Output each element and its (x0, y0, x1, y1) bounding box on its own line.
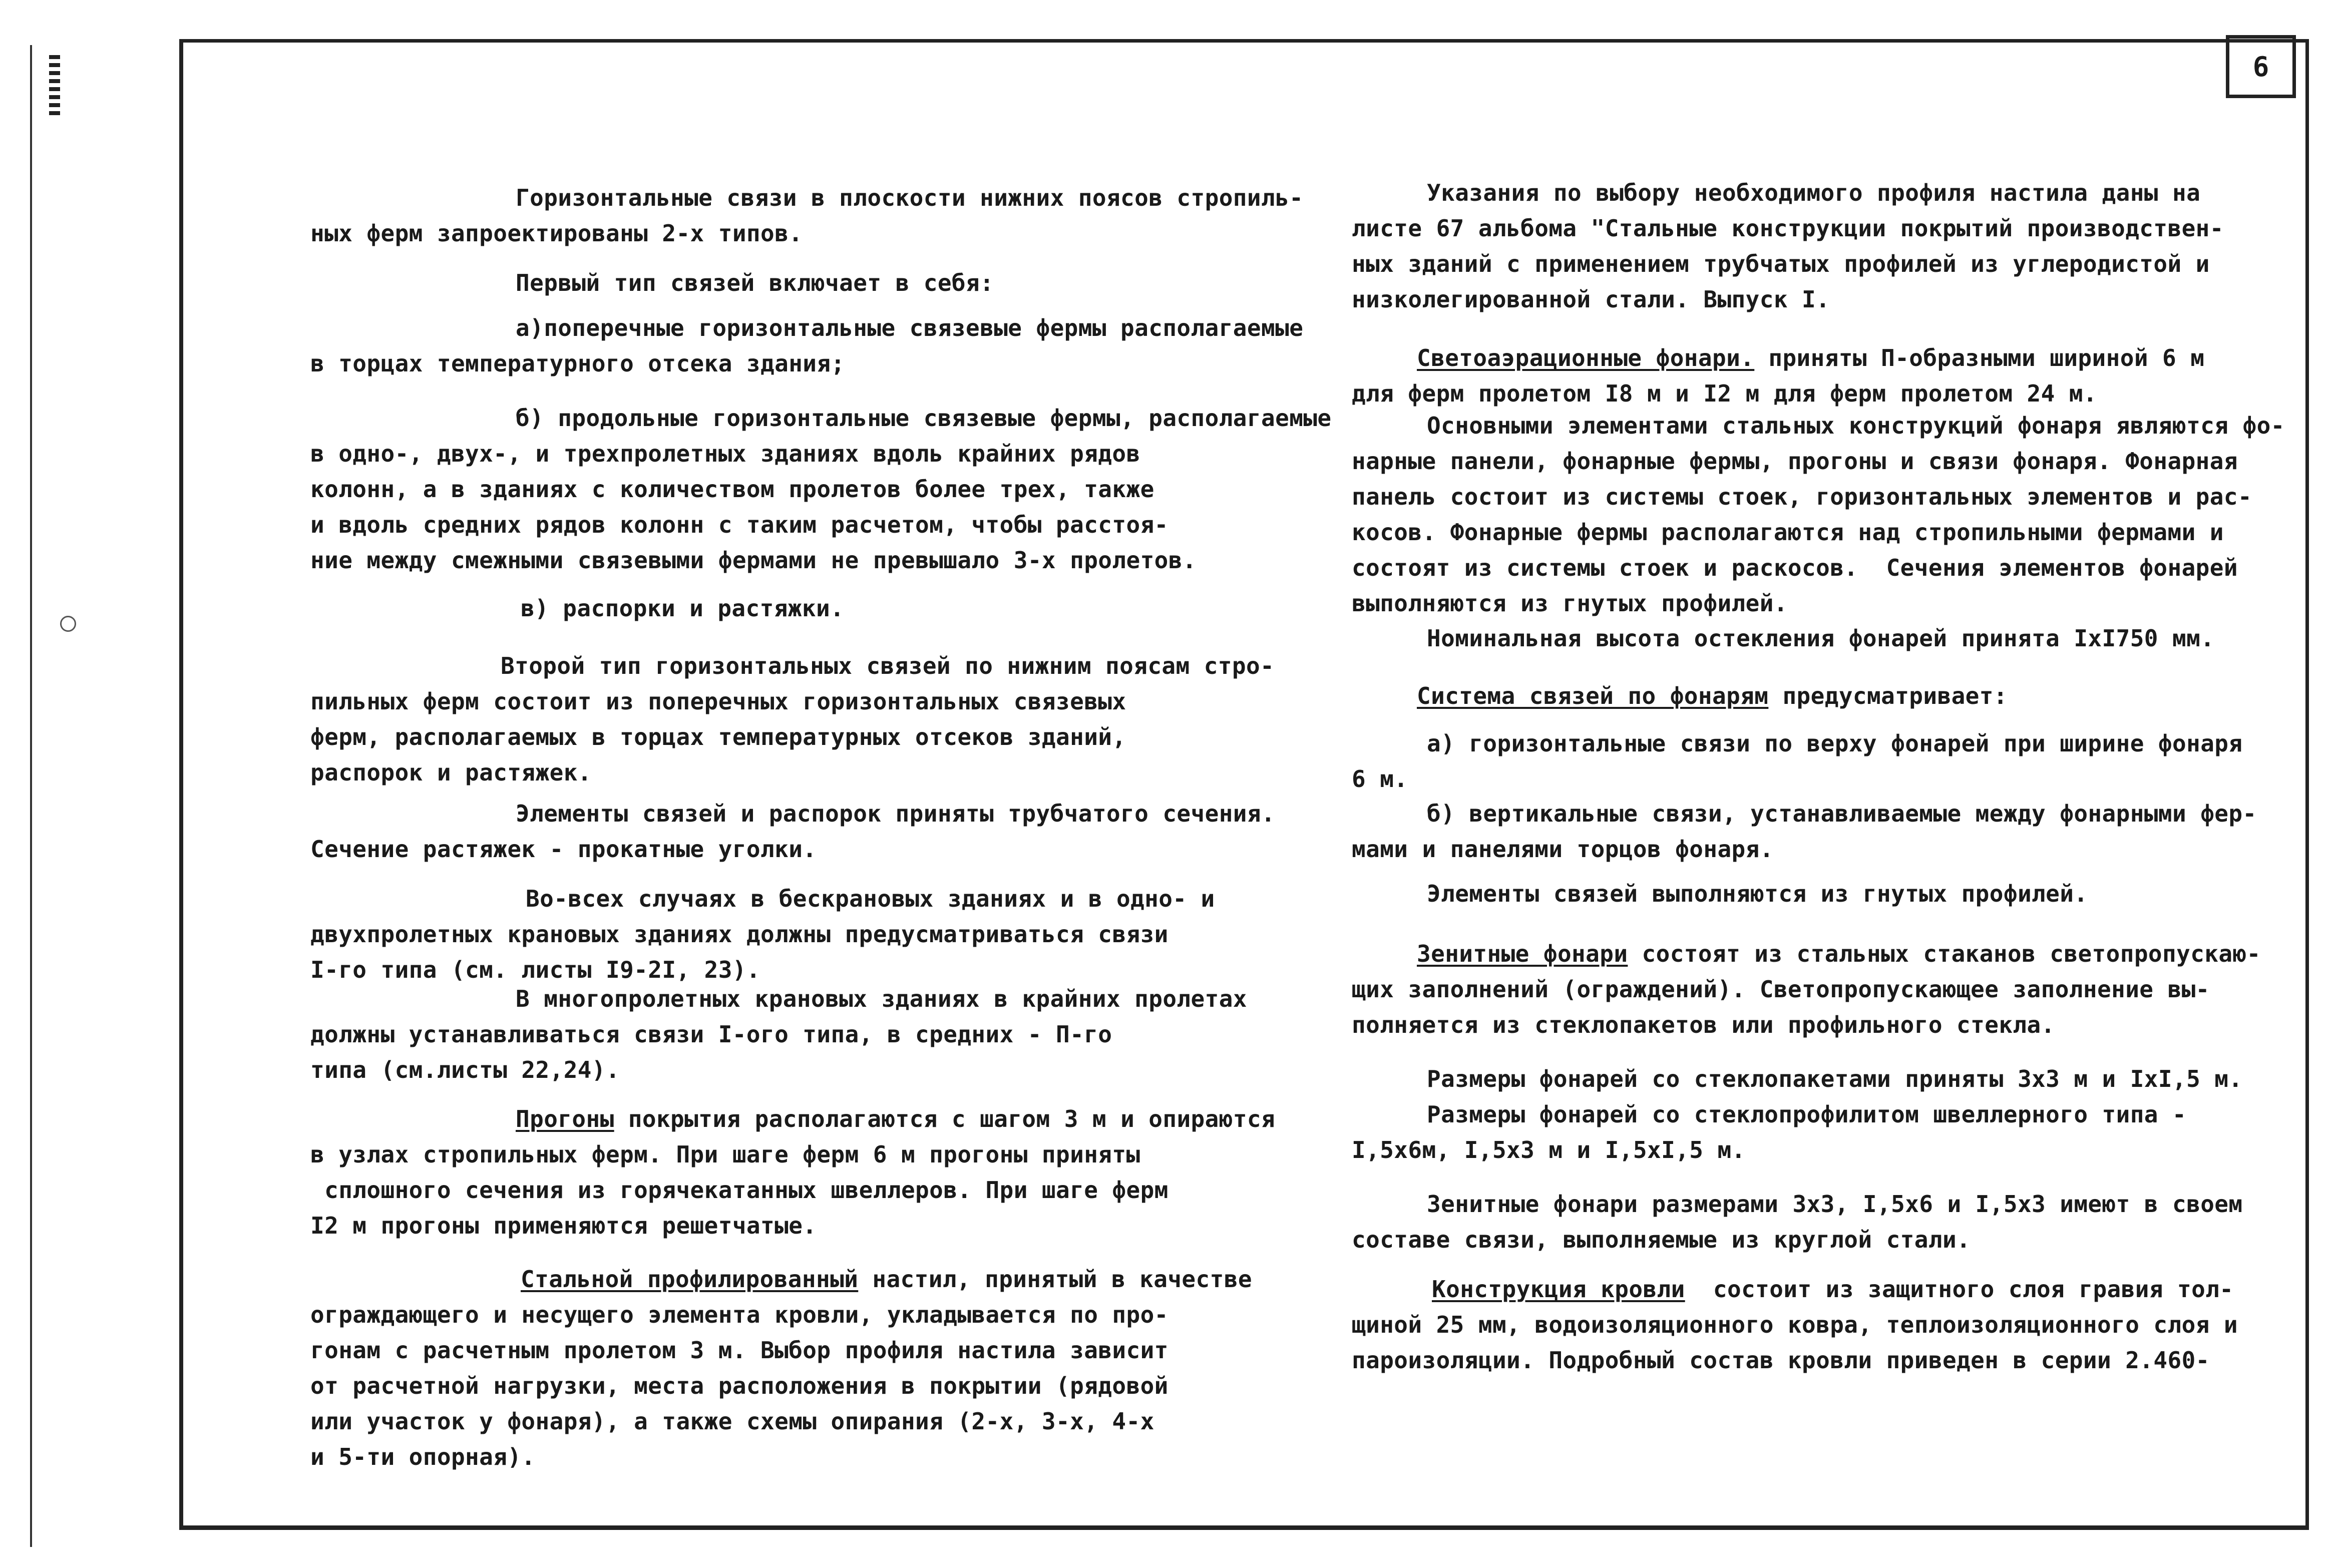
right-paragraph-2-line-2: для ферм пролетом I8 м и I2 м для ферм пролетом 24 м. (1352, 380, 2097, 407)
left-paragraph-6-line-2: пильных ферм состоит из поперечных горизонтальных связевых (310, 688, 1126, 715)
left-paragraph-7-line-1: Элементы связей и распорок приняты трубчатого сечения. (516, 800, 1276, 827)
right-paragraph-6-line-1: а) горизонтальные связи по верху фонарей при ширине фонаря (1427, 730, 2243, 757)
right-paragraph-3-line-1: Основными элементами стальных конструкций фонаря являются фо- (1427, 412, 2285, 439)
left-paragraph-6-line-3: ферм, располагаемых в торцах температурных отсеков зданий, (310, 723, 1126, 750)
right-paragraph-7-line-2: мами и панелями торцов фонаря. (1352, 836, 1774, 863)
left-paragraph-4-line-2: в одно-, двух-, и трехпролетных зданиях вдоль крайних рядов (310, 440, 1140, 467)
right-paragraph-1-line-1: Указания по выбору необходимого профиля настила даны на (1427, 179, 2201, 206)
right-paragraph-2-line-1: Светоаэрационные фонари. приняты П-образными шириной 6 м (1417, 344, 2205, 371)
right-paragraph-12-line-3: пароизоляции. Подробный состав кровли приведен в серии 2.460- (1352, 1347, 2210, 1374)
right-paragraph-3-line-4: косов. Фонарные фермы располагаются над стропильными фермами и (1352, 519, 2224, 546)
left-paragraph-11-line-4: от расчетной нагрузки, места расположения в покрытии (рядовой (310, 1372, 1168, 1399)
right-paragraph-10-line-2: Размеры фонарей со стеклопрофилитом швеллерного типа - (1427, 1101, 2187, 1128)
right-paragraph-9-line-3: полняется из стеклопакетов или профильного стекла. (1352, 1011, 2055, 1038)
right-paragraph-1-line-2: листе 67 альбома "Стальные конструкции покрытий производствен- (1352, 215, 2224, 242)
left-paragraph-3-line-1: а)поперечные горизонтальные связевые фермы располагаемые (516, 314, 1304, 341)
left-paragraph-10-line-1: Прогоны покрытия располагаются с шагом 3 м и опираются (516, 1105, 1276, 1132)
underlined-heading: Стальной профилированный (521, 1266, 859, 1293)
right-paragraph-3-line-5: состоят из системы стоек и раскосов. Сечения элементов фонарей (1352, 554, 2238, 581)
right-paragraph-11-line-1: Зенитные фонари размерами 3х3, I,5х6 и I,5х3 имеют в своем (1427, 1191, 2243, 1218)
left-paragraph-10-line-4: I2 м прогоны применяются решетчатые. (310, 1212, 817, 1239)
left-paragraph-10-line-3: сплошного сечения из горячекатанных швеллеров. При шаге ферм (310, 1177, 1168, 1204)
left-paragraph-9-line-3: типа (см.листы 22,24). (310, 1056, 620, 1083)
left-paragraph-4-line-4: и вдоль средних рядов колонн с таким расчетом, чтобы расстоя- (310, 511, 1168, 538)
right-paragraph-8-line-1: Элементы связей выполняются из гнутых профилей. (1427, 880, 2088, 907)
right-paragraph-10-line-3: I,5х6м, I,5х3 м и I,5хI,5 м. (1352, 1136, 1746, 1163)
left-paragraph-4-line-5: ние между смежными связевыми фермами не превышало 3-х пролетов. (310, 547, 1197, 574)
left-paragraph-8-line-1: Во-всех случаях в бескрановых зданиях и в одно- и (526, 885, 1215, 912)
underlined-heading: Система связей по фонарям (1417, 682, 1769, 709)
left-paragraph-3-line-2: в торцах температурного отсека здания; (310, 350, 845, 377)
underlined-heading: Конструкция кровли (1432, 1276, 1685, 1303)
right-paragraph-11-line-2: составе связи, выполняемые из круглой стали. (1352, 1226, 1971, 1253)
right-paragraph-1-line-4: низколегированной стали. Выпуск I. (1352, 286, 1830, 313)
binding-edge-line (30, 45, 37, 1547)
left-paragraph-6-line-1: Второй тип горизонтальных связей по нижним поясам стро- (501, 652, 1275, 679)
underlined-heading: Прогоны (516, 1105, 614, 1132)
right-paragraph-3-line-6: выполняются из гнутых профилей. (1352, 590, 1788, 617)
left-paragraph-1-line-2: ных ферм запроектированы 2-х типов. (310, 220, 803, 247)
left-paragraph-9-line-1: В многопролетных крановых зданиях в крайних пролетах (516, 985, 1247, 1012)
page-number: 6 (2226, 35, 2296, 98)
underlined-heading: Светоаэрационные фонари. (1417, 344, 1755, 371)
right-paragraph-7-line-1: б) вертикальные связи, устанавливаемые между фонарными фер- (1427, 800, 2257, 827)
left-paragraph-8-line-2: двухпролетных крановых зданиях должны предусматриваться связи (310, 921, 1168, 948)
left-paragraph-8-line-3: I-го типа (см. листы I9-2I, 23). (310, 956, 761, 983)
left-paragraph-11-line-2: ограждающего и несущего элемента кровли, укладывается по про- (310, 1301, 1168, 1328)
underlined-heading: Зенитные фонари (1417, 940, 1628, 967)
left-paragraph-11-line-3: гонам с расчетным пролетом 3 м. Выбор профиля настила зависит (310, 1337, 1168, 1364)
left-paragraph-10-line-2: в узлах стропильных ферм. При шаге ферм 6 м прогоны приняты (310, 1141, 1140, 1168)
left-paragraph-4-line-1: б) продольные горизонтальные связевые фермы, располагаемые (516, 405, 1332, 432)
right-paragraph-3-line-3: панель состоит из системы стоек, горизонтальных элементов и рас- (1352, 483, 2252, 510)
left-paragraph-4-line-3: колонн, а в зданиях с количеством пролетов более трех, также (310, 476, 1154, 503)
right-paragraph-12-line-1: Конструкция кровли состоит из защитного слоя гравия тол- (1432, 1276, 2234, 1303)
left-paragraph-5-line-1: в) распорки и растяжки. (521, 595, 845, 622)
left-paragraph-7-line-2: Сечение растяжек - прокатные уголки. (310, 836, 817, 863)
left-paragraph-11-line-1: Стальной профилированный настил, принятый в качестве (521, 1266, 1252, 1293)
left-paragraph-11-line-6: и 5-ти опорная). (310, 1443, 536, 1470)
left-paragraph-6-line-4: распорок и растяжек. (310, 759, 592, 786)
right-paragraph-6-line-2: 6 м. (1352, 765, 1408, 793)
right-paragraph-1-line-3: ных зданий с применением трубчатых профилей из углеродистой и (1352, 250, 2210, 277)
right-paragraph-3-line-2: нарные панели, фонарные фермы, прогоны и связи фонаря. Фонарная (1352, 448, 2238, 475)
right-paragraph-4-line-1: Номинальная высота остекления фонарей принята IxI750 мм. (1427, 625, 2215, 652)
left-paragraph-11-line-5: или участок у фонаря), а также схемы опирания (2-х, 3-х, 4-х (310, 1408, 1154, 1435)
right-paragraph-12-line-2: щиной 25 мм, водоизоляционного ковра, теплоизоляционного слоя и (1352, 1311, 2238, 1338)
right-paragraph-5-line-1: Система связей по фонарям предусматривает: (1417, 682, 2008, 709)
left-paragraph-9-line-2: должны устанавливаться связи I-ого типа, в средних - П-го (310, 1021, 1112, 1048)
right-paragraph-9-line-2: щих заполнений (ограждений). Светопропускающее заполнение вы- (1352, 976, 2210, 1003)
binding-mark (49, 55, 60, 115)
right-paragraph-10-line-1: Размеры фонарей со стеклопакетами приняты 3х3 м и IхI,5 м. (1427, 1065, 2243, 1092)
left-paragraph-2-line-1: Первый тип связей включает в себя: (516, 269, 994, 296)
left-paragraph-1-line-1: Горизонтальные связи в плоскости нижних поясов стропиль- (516, 184, 1304, 211)
punch-hole (60, 616, 76, 632)
right-paragraph-9-line-1: Зенитные фонари состоят из стальных стаканов светопропускаю- (1417, 940, 2261, 967)
